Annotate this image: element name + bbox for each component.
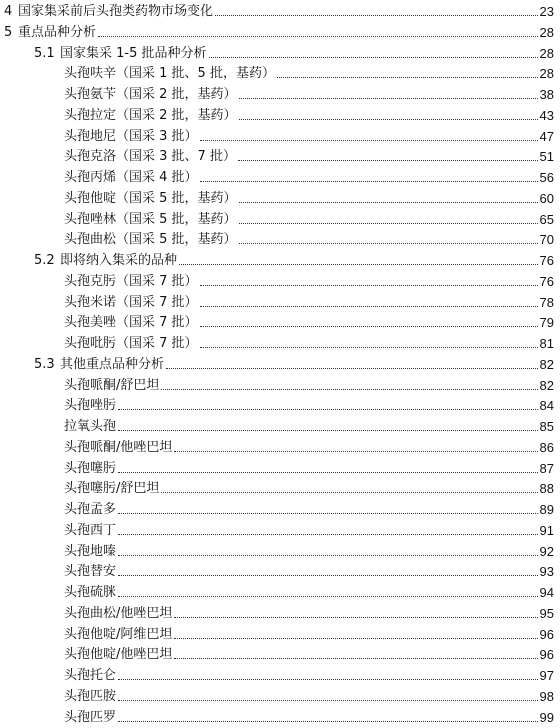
toc-entry-page: 88 <box>539 481 554 497</box>
toc-entry[interactable] <box>0 332 560 352</box>
toc-entry-page: 43 <box>539 107 554 123</box>
dot-leader <box>200 306 538 307</box>
toc-entry-title: 头孢匹罗 <box>64 709 117 725</box>
toc-entry-page: 86 <box>539 439 554 455</box>
toc-entry[interactable] <box>0 374 560 394</box>
toc-entry-page: 70 <box>539 232 554 248</box>
dot-leader <box>239 202 538 203</box>
dot-leader <box>118 430 538 431</box>
toc-entry-page: 96 <box>539 647 554 663</box>
dot-leader <box>239 119 538 120</box>
dot-leader <box>200 326 538 327</box>
dot-leader <box>239 98 538 99</box>
toc-entry[interactable] <box>0 540 560 560</box>
dot-leader <box>174 451 537 452</box>
toc-entry-title: 头孢地嗪 <box>64 543 117 559</box>
toc-entry[interactable] <box>0 311 560 331</box>
toc-entry-title: 头孢硫脒 <box>64 585 117 600</box>
toc-entry-title: 即将纳入集采的品种 <box>60 253 178 268</box>
dot-leader <box>238 160 538 161</box>
toc-entry-title: 头孢匹胺 <box>64 688 117 704</box>
toc-entry-title: 头孢孟多 <box>64 502 117 517</box>
dot-leader <box>118 596 538 597</box>
toc-entry[interactable] <box>0 685 560 705</box>
dot-leader <box>118 555 538 556</box>
toc-entry-page: 23 <box>539 4 554 19</box>
toc-entry-page: 95 <box>539 605 554 621</box>
dot-leader <box>118 472 538 473</box>
toc-entry-page: 96 <box>539 626 554 642</box>
dot-leader <box>174 658 537 659</box>
dot-leader <box>161 492 537 493</box>
toc-entry-page: 93 <box>539 564 554 580</box>
toc-entry[interactable] <box>0 477 560 497</box>
toc-entry-title: 头孢西丁 <box>64 522 117 538</box>
toc-entry-title: 头孢唑林（国采 5 批，基药） <box>64 211 237 227</box>
toc-entry-page: 79 <box>539 315 554 331</box>
toc-entry-page: 99 <box>539 709 554 725</box>
dot-leader <box>118 700 538 701</box>
toc-entry-page: 98 <box>539 688 554 704</box>
dot-leader <box>215 15 538 16</box>
toc-entry[interactable] <box>0 104 560 124</box>
toc-entry-title: 头孢丙烯（国采 4 批） <box>64 170 198 185</box>
toc-entry[interactable] <box>0 643 560 663</box>
dot-leader <box>118 679 538 680</box>
dot-leader <box>118 575 538 576</box>
dot-leader <box>179 264 538 265</box>
toc-entry[interactable] <box>0 21 560 41</box>
toc-entry[interactable] <box>0 42 560 62</box>
dot-leader <box>98 36 538 37</box>
dot-leader <box>277 77 538 78</box>
toc-entry-title: 头孢美唑（国采 7 批） <box>64 315 198 331</box>
toc-entry-page: 94 <box>539 585 554 600</box>
toc-entry[interactable] <box>0 519 560 539</box>
toc-entry[interactable] <box>0 394 560 414</box>
toc-entry-title: 头孢克洛（国采 3 批、7 批） <box>64 149 236 165</box>
toc-entry[interactable] <box>0 187 560 207</box>
toc-entry-page: 28 <box>539 24 554 40</box>
dot-leader <box>161 389 537 390</box>
toc-entry-title: 头孢地尼（国采 3 批） <box>64 128 198 144</box>
toc-entry-title: 头孢拉定（国采 2 批，基药） <box>64 107 237 123</box>
dot-leader <box>166 368 538 369</box>
toc-entry[interactable] <box>0 581 560 601</box>
toc-entry-number: 5 <box>4 24 13 40</box>
toc-entry-number: 5.2 <box>34 253 55 268</box>
toc-entry-title: 头孢他啶（国采 5 批，基药） <box>64 190 237 206</box>
toc-entry-title: 拉氧头孢 <box>64 419 117 434</box>
toc-entry[interactable] <box>0 291 560 311</box>
dot-leader <box>200 285 538 286</box>
toc-entry-page: 82 <box>539 377 554 393</box>
toc-entry-title: 头孢哌酮/他唑巴坦 <box>64 439 173 455</box>
toc-entry-page: 56 <box>539 170 554 185</box>
toc-entry-page: 28 <box>539 66 554 82</box>
toc-entry-title: 头孢曲松/他唑巴坦 <box>64 605 173 621</box>
toc-entry-page: 76 <box>539 273 554 289</box>
toc-entry-page: 60 <box>539 190 554 206</box>
dot-leader <box>239 223 538 224</box>
toc-entry-page: 91 <box>539 522 554 538</box>
toc-entry-title: 头孢替安 <box>64 564 117 580</box>
toc-entry-title: 国家集采 1-5 批品种分析 <box>60 45 207 61</box>
toc-entry[interactable] <box>0 706 560 726</box>
dot-leader <box>174 617 537 618</box>
toc-entry-title: 头孢噻肟 <box>64 460 117 476</box>
dot-leader <box>174 638 537 639</box>
dot-leader <box>118 534 538 535</box>
toc-entry-page: 84 <box>539 398 554 414</box>
dot-leader <box>118 409 538 410</box>
dot-leader <box>200 181 538 182</box>
toc-entry-title: 头孢托仑 <box>64 668 117 683</box>
dot-leader <box>200 140 538 141</box>
toc-entry[interactable] <box>0 270 560 290</box>
toc-entry-number: 5.1 <box>34 45 55 61</box>
toc-entry-page: 76 <box>539 253 554 268</box>
toc-entry-page: 85 <box>539 419 554 434</box>
toc-entry[interactable] <box>0 125 560 145</box>
toc-entry-title: 头孢唑肟 <box>64 398 117 414</box>
toc-entry-title: 头孢他啶/阿维巴坦 <box>64 626 173 642</box>
dot-leader <box>200 347 538 348</box>
toc-entry[interactable] <box>0 0 560 20</box>
toc-entry-title: 头孢他啶/他唑巴坦 <box>64 647 173 663</box>
toc-entry[interactable] <box>0 457 560 477</box>
toc-entry-page: 78 <box>539 294 554 310</box>
toc-entry-page: 92 <box>539 543 554 559</box>
toc-entry-title: 头孢呋辛（国采 1 批、5 批，基药） <box>64 66 275 82</box>
toc-entry-title: 头孢哌酮/舒巴坦 <box>64 377 160 393</box>
toc-entry-title: 头孢氨苄（国采 2 批，基药） <box>64 87 237 102</box>
toc-entry[interactable] <box>0 166 560 186</box>
toc-entry[interactable] <box>0 228 560 248</box>
toc-entry-page: 47 <box>539 128 554 144</box>
toc-entry[interactable] <box>0 208 560 228</box>
toc-entry-page: 65 <box>539 211 554 227</box>
toc-entry-title: 其他重点品种分析 <box>60 356 165 372</box>
toc-entry-number: 5.3 <box>34 356 55 372</box>
toc-entry-page: 38 <box>539 87 554 102</box>
toc-entry[interactable] <box>0 353 560 373</box>
toc-entry[interactable] <box>0 498 560 518</box>
toc-entry[interactable] <box>0 436 560 456</box>
toc-entry[interactable] <box>0 145 560 165</box>
toc-entry[interactable] <box>0 602 560 622</box>
toc-entry-page: 28 <box>539 45 554 61</box>
toc-entry-page: 51 <box>539 149 554 165</box>
toc-entry-title: 头孢米诺（国采 7 批） <box>64 294 198 310</box>
toc-entry-page: 97 <box>539 668 554 683</box>
toc-entry-title: 头孢曲松（国采 5 批，基药） <box>64 232 237 248</box>
toc-entry-page: 87 <box>539 460 554 476</box>
toc-entry[interactable] <box>0 664 560 684</box>
toc-entry[interactable] <box>0 560 560 580</box>
toc-entry-number: 4 <box>4 4 13 19</box>
toc-entry-title: 重点品种分析 <box>18 24 97 40</box>
toc-entry-page: 82 <box>539 356 554 372</box>
dot-leader <box>209 57 538 58</box>
toc-entry-title: 头孢噻肟/舒巴坦 <box>64 481 160 497</box>
toc-entry-title: 头孢吡肟（国采 7 批） <box>64 336 198 351</box>
toc-entry-title: 国家集采前后头孢类药物市场变化 <box>18 4 214 19</box>
toc-entry-page: 89 <box>539 502 554 517</box>
toc-entry[interactable] <box>0 62 560 82</box>
toc-entry[interactable] <box>0 83 560 103</box>
dot-leader <box>239 243 538 244</box>
toc-entry-page: 81 <box>539 336 554 351</box>
dot-leader <box>118 721 538 722</box>
dot-leader <box>118 513 538 514</box>
toc-entry-title: 头孢克肟（国采 7 批） <box>64 273 198 289</box>
toc-entry[interactable] <box>0 415 560 435</box>
toc-entry[interactable] <box>0 249 560 269</box>
toc-entry[interactable] <box>0 623 560 643</box>
